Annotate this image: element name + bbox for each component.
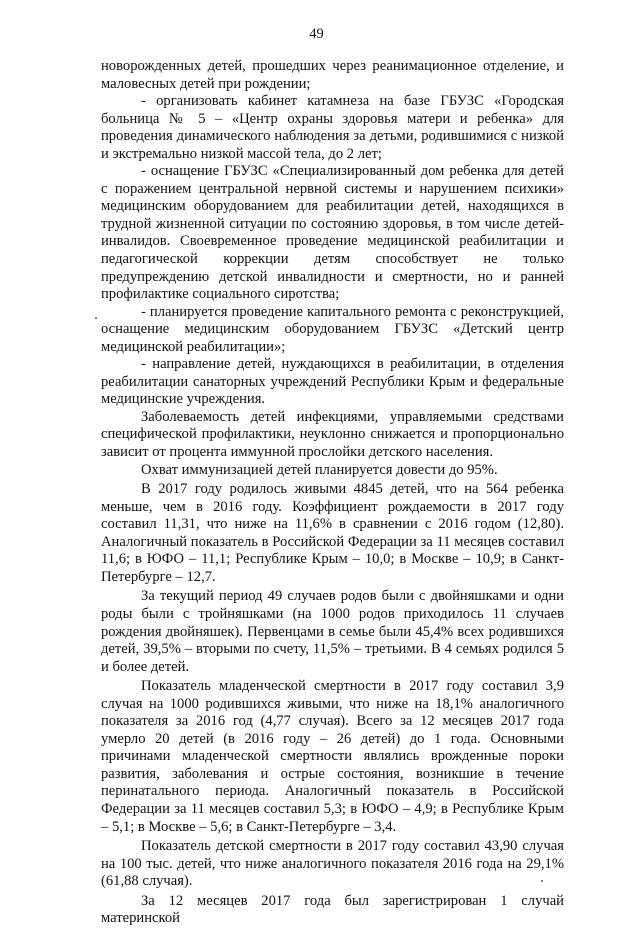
paragraph-list-item: - оснащение ГБУЗС «Специализированный дом ребенка для детей с поражением центральной нервной системы и нарушением психики» медицинским оборудованием для реабилитации детей, находящихся в трудной жизненной ситуации по состоянию здоровья, в том числе детей-инвалидов. Своевременное проведение медицинской реабилитации и педагогической коррекции детям способствует не только предупреждению детской инвалидности и смертности, но и ранней профилактике социального сиротства; xyxy=(101,163,564,303)
paragraph-list-item: - организовать кабинет катамнеза на базе ГБУЗС «Городская больница № 5 – «Центр охраны здоровья матери и ребенка» для проведения динамического наблюдения за детьми, родившимися с низкой и экстремально низкой массой тела, до 2 лет; xyxy=(101,93,564,162)
paragraph: За текущий период 49 случаев родов были с двойняшками и одни роды были с тройняшками (на 1000 родов приходилось 11 случаев рождения двойняшек). Первенцами в семье были 45,4% всех родившихся детей, 39,5% – вторыми по счету, 11,5% – третьими. В 4 семьях родился 5 и более детей. xyxy=(101,588,564,675)
paragraph: В 2017 году родилось живыми 4845 детей, что на 564 ребенка меньше, чем в 2016 году. Коэффициент рождаемости в 2017 году составил 11,31, что ниже на 11,6% в сравнении с 2016 годом (12,80). Аналогичный показатель в Российской Федерации за 11 месяцев составил 11,6; в ЮФО – 11,1; Республике Крым – 10,0; в Москве – 10,9; в Санкт-Петербурге – 12,7. xyxy=(101,481,564,585)
scan-speck xyxy=(95,317,97,319)
scan-speck xyxy=(541,880,543,882)
paragraph: Показатель младенческой смертности в 2017 году составил 3,9 случая на 1000 родившихся живыми, что ниже на 18,1% аналогичного показателя за 2016 год (4,77 случая). Всего за 12 месяцев 2017 года умерло 20 детей (в 2016 году – 26 детей) до 1 года. Основными причинами младенческой смертности являлись врожденные пороки развития, заболевания и острые состояния, возникшие в течение перинатального периода. Аналогичный показатель в Российской Федерации за 11 месяцев составил 5,3; в ЮФО – 4,9; в Республике Крым – 5,1; в Москве – 5,6; в Санкт-Петербурге – 3,4. xyxy=(101,678,564,835)
paragraph: Охват иммунизацией детей планируется довести до 95%. xyxy=(141,461,498,478)
page-number: 49 xyxy=(309,26,324,42)
paragraph: Заболеваемость детей инфекциями, управляемыми средствами специфической профилактики, неуклонно снижается и пропорционально зависит от процента иммунной прослойки детского населения. xyxy=(101,408,564,461)
paragraph-continuation: новорожденных детей, прошедших через реанимационное отделение, и маловесных детей при рождении; xyxy=(101,58,564,92)
paragraph-list-item: - планируется проведение капитального ремонта с реконструкцией, оснащение медицинским оборудованием ГБУЗС «Детский центр медицинской реабилитации»; xyxy=(101,303,564,355)
paragraph: Показатель детской смертности в 2017 году составил 43,90 случая на 100 тыс. детей, что ниже аналогичного показателя 2016 года на 29,1% (61,88 случая). xyxy=(101,838,564,890)
paragraph-continued: За 12 месяцев 2017 года был зарегистрирован 1 случай материнской xyxy=(101,892,564,927)
document-body xyxy=(101,58,564,928)
paragraph-list-item: - направление детей, нуждающихся в реабилитации, в отделения реабилитации санаторных учреждений Республики Крым и федеральные медицинские учреждения. xyxy=(101,356,564,408)
